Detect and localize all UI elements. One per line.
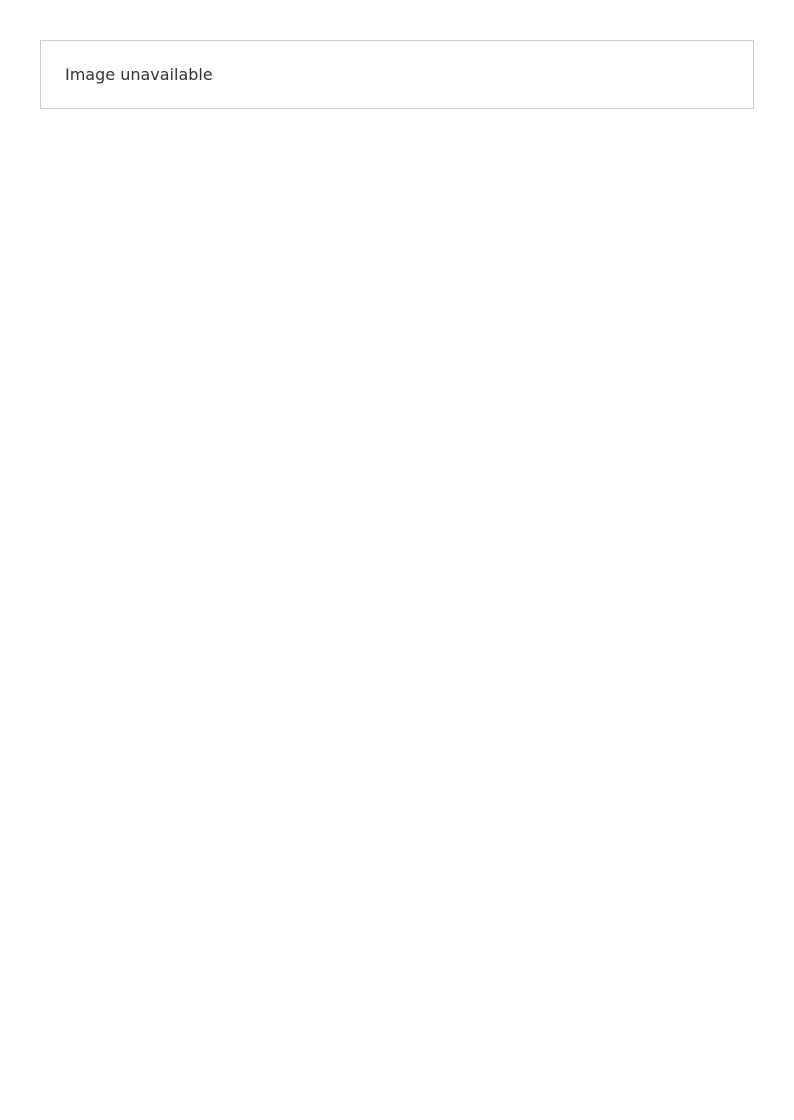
message: Image unavailable (65, 65, 213, 84)
placeholder (40, 40, 754, 109)
